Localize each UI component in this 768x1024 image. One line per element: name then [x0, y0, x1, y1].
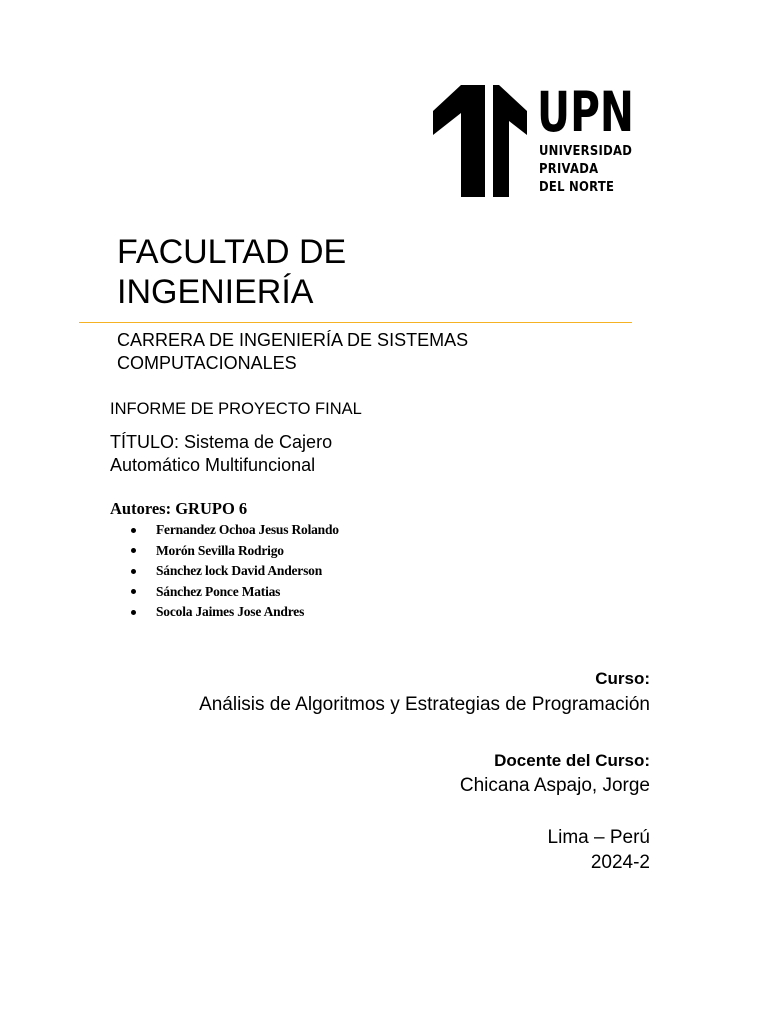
authors-heading: Autores: GRUPO 6 [110, 499, 248, 518]
upn-arrow-logo [433, 85, 527, 197]
report-type: INFORME DE PROYECTO FINAL [110, 400, 362, 418]
author-name: Morón Sevilla Rodrigo [156, 542, 284, 558]
divider [79, 322, 632, 323]
teacher-label: Docente del Curso: [494, 751, 650, 770]
faculty-title: FACULTAD DE INGENIERÍA [117, 233, 347, 311]
logo-university-name [539, 142, 632, 196]
bullet-icon [131, 548, 136, 553]
bullet-icon [131, 610, 136, 615]
author-list [110, 520, 339, 623]
report-title: TÍTULO: Sistema de Cajero Automático Multifuncional [110, 432, 333, 475]
author-name: Sánchez lock David Anderson [156, 563, 322, 578]
list-item [110, 520, 339, 541]
logo-acronym [537, 80, 635, 144]
list-item [110, 561, 339, 582]
course-label: Curso: [595, 669, 650, 688]
bullet-icon [131, 569, 136, 574]
svg-text:UPN: UPN [537, 80, 634, 144]
list-item [110, 541, 339, 562]
logo-name-line: DEL NORTE [539, 179, 615, 195]
teacher-name: Chicana Aspajo, Jorge [459, 775, 650, 796]
list-item [110, 582, 339, 603]
course-name: Análisis de Algoritmos y Estrategias de Programación [199, 694, 650, 715]
author-name: Fernandez Ochoa Jesus Rolando [156, 522, 339, 537]
author-name: Sánchez Ponce Matias [156, 583, 281, 599]
list-item [110, 602, 339, 623]
logo-name-line: PRIVADA [539, 161, 599, 177]
bullet-icon [131, 589, 136, 594]
bullet-icon [131, 528, 136, 533]
career-name: CARRERA DE INGENIERÍA DE SISTEMAS COMPUTACIONALES [117, 330, 469, 373]
period: 2024-2 [590, 852, 650, 873]
logo-name-line: UNIVERSIDAD [539, 143, 633, 159]
place: Lima – Perú [547, 827, 650, 848]
author-name: Socola Jaimes Jose Andres [156, 604, 305, 619]
